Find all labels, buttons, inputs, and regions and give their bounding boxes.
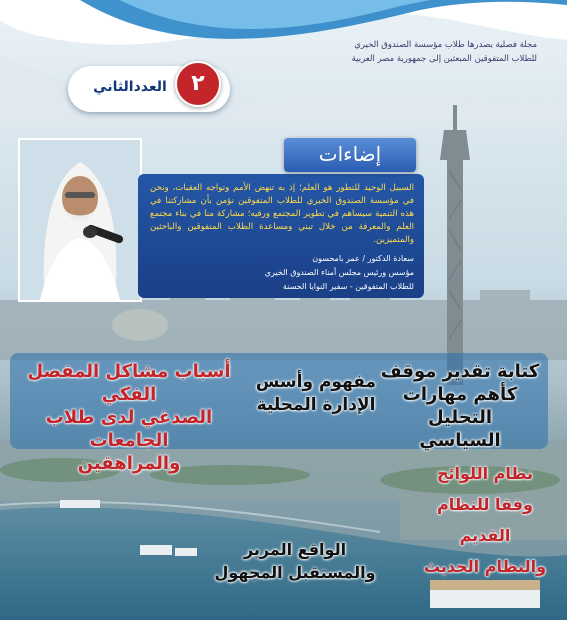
article-local-admin[interactable] [246,371,386,417]
issue-label: العددالثاني [93,79,167,95]
article-regulations-line-2: وفقا للنظام القديم [437,495,533,545]
article-regulations-line-3: والنظام الحديث [423,557,547,576]
article-local-admin-line-2: الإدارة المحلية [256,395,376,415]
article-jaw-joint-line-2: الصدغي لدى طلاب الجامعات [45,407,213,451]
author-title-line-2: للطلاب المتفوقين - سفير النوايا الحسنة [282,282,414,291]
article-local-admin-line-1: مفهوم وأسس [255,372,377,392]
article-reality-line-2: والمستقبل المجهول [214,563,376,582]
tagline-line-1: مجلة فصلية يصدرها طلاب مؤسسة الصندوق الخيري [354,40,537,50]
article-situation-line-3: السياسي [419,430,501,451]
editorial-title: إضاءات [318,142,382,166]
article-jaw-joint[interactable] [10,360,248,475]
article-situation-assessment[interactable] [378,360,542,452]
tagline-line-2: للطلاب المتفوقين المبعثين إلى جمهورية مصر العربية [351,54,537,64]
article-jaw-joint-line-3: والمراهقين [77,453,181,474]
article-jaw-joint-line-1: أسباب مشاكل المفصل الفكي [27,361,231,405]
author-portrait-image [20,140,140,300]
article-regulations-line-1: نظام اللوائح [437,464,533,483]
issue-number-badge: ٢ [175,61,221,107]
author-name: سعادة الدكتور / عمر بامحسون [312,254,414,263]
editorial-quote: السبيل الوحيد للتطور هو العلم؛ إذ به تنهض الأمم وتواجه العقبات، ونحن في مؤسسة الصندوق الخيري للطلاب المتفوقين نؤمن بأن مشاركتنا في هذه التنمية سيساهم في تطوير المجتمع ورقيه؛ مشاركة منا في بناء مجتمع العلم والمعرفة من خلال تبني ومساعدة الطلاب المتفوقين والباحثين والمتميزين. [150,183,414,245]
editorial-author [150,252,414,294]
article-reality-line-1: الواقع المرير [243,540,347,559]
article-reality-future[interactable] [210,538,380,584]
article-regulations[interactable] [410,458,560,582]
author-photo [18,138,142,302]
author-title-line-1: مؤسس ورئيس مجلس أمناء الصندوق الخيري [264,268,414,277]
article-situation-line-2: كأهم مهارات التحليل [402,384,518,428]
article-situation-line-1: كتابة تقدير موقف [380,361,540,382]
magazine-tagline [277,38,537,66]
